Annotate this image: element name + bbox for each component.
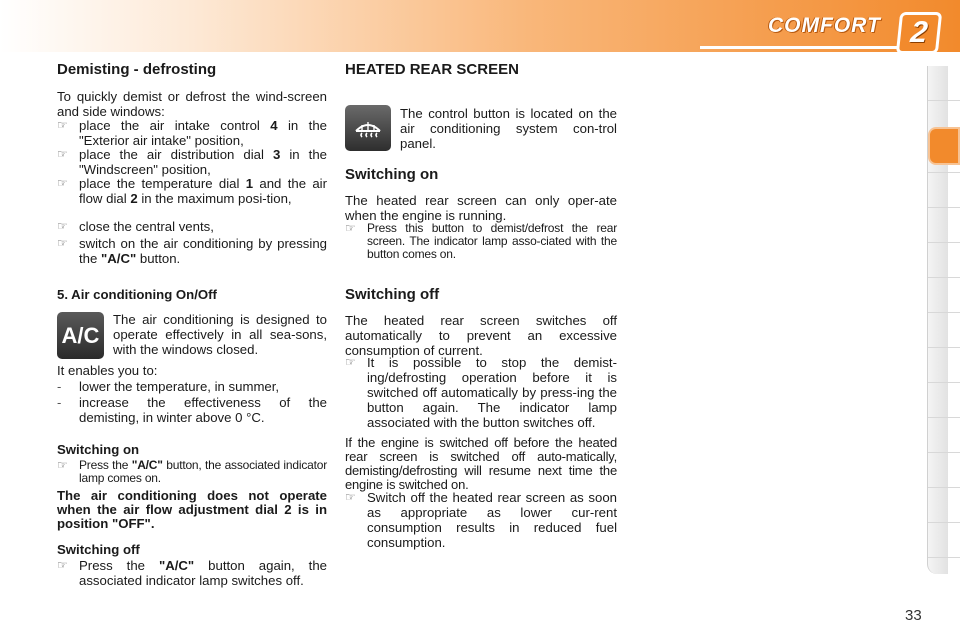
tab-divider [928,172,960,173]
rear-defrost-icon [345,105,391,151]
bullet-text: in the maximum posi-tion, [137,191,292,206]
bullet-temperature [57,176,327,206]
chapter-number-badge [896,12,942,54]
header-rule [700,46,910,49]
pointing-hand-icon: ☞ [57,118,68,132]
engine-off-text: If the engine is switched off before the heated rear screen is switched off auto-matically, demisting/defrosting will resume next time the engine is switched on. [345,435,617,492]
ac-switching-off-heading: Switching off [57,542,140,557]
bullet-text: in the "Windscreen" position, [79,147,327,177]
bullet-switch-ac [57,236,327,266]
dash-item [57,395,327,425]
tab-divider [928,312,960,313]
bullet-ref: "A/C" [131,458,163,472]
tab-divider [928,382,960,383]
tab-divider [928,522,960,523]
pointing-hand-icon: ☞ [57,458,68,472]
tab-divider [928,242,960,243]
bullet-text: place the temperature dial [79,176,246,191]
rear-switching-off-text: The heated rear screen switches off automatically to prevent an excessive consumption of current. [345,313,617,358]
tab-divider [928,417,960,418]
bullet-text: button, the associated indicator lamp comes on. [79,458,327,485]
dash-text: lower the temperature, in summer, [79,379,280,394]
ac-switching-on-bullet [57,459,327,485]
ac-description: The air conditioning is designed to operate effectively in all sea-sons, with the windows closed. [113,312,327,357]
pointing-hand-icon: ☞ [345,355,356,369]
pointing-hand-icon: ☞ [57,147,68,161]
dash-item [57,379,327,394]
final-bullet [345,490,617,550]
bullet-ref: 4 [270,118,278,133]
bullet-ref: 1 [245,176,254,191]
rear-switching-off-bullet [345,355,617,430]
ac-button-icon [57,312,104,359]
tab-divider [928,277,960,278]
bullet-ref: 2 [130,191,138,206]
ac-switching-off-bullet [57,558,327,588]
rear-switching-on-heading: Switching on [345,166,439,183]
bullet-text: switch on the air conditioning by pressing the [79,236,327,266]
tab-divider [928,452,960,453]
heated-rear-screen-heading: HEATED REAR SCREEN [345,61,519,78]
enables-text: It enables you to: [57,363,158,378]
pointing-hand-icon: ☞ [57,176,68,190]
bullet-text: place the air distribution dial [79,147,273,162]
bullet-text: Switch off the heated rear screen as soon as appropriate as lower cur-rent consumption results in reduced fuel consumption. [367,490,617,550]
dash-mark: - [57,379,62,394]
bullet-central-vents [57,219,327,234]
bullet-text: button again, the associated indicator lamp switches off. [79,558,327,588]
bullet-text: place the air intake control [79,118,271,133]
control-description: The control button is located on the air conditioning system con-trol panel. [400,106,617,151]
pointing-hand-icon: ☞ [345,221,356,235]
tab-divider [928,207,960,208]
bullet-text: It is possible to stop the demist-ing/defrosting operation before it is switched off automatically by press-ing the button again. The indicator lamp associated with the button switches off. [367,355,617,430]
bullet-text: and the air flow dial [79,176,327,206]
bullet-air-intake [57,118,327,148]
demisting-intro: To quickly demist or defrost the wind-screen and side windows: [57,89,327,119]
rear-switching-off-heading: Switching off [345,286,440,303]
pointing-hand-icon: ☞ [57,558,68,572]
ac-icon-label: A/C [61,322,100,348]
bullet-ref: 3 [272,147,281,162]
bullet-text: close the central vents, [79,219,214,234]
bullet-ref: "A/C" [158,558,195,573]
tab-divider [928,487,960,488]
page-number: 33 [905,607,922,624]
bullet-air-distribution [57,147,327,177]
ac-switching-on-heading: Switching on [57,442,140,457]
ac-heading: 5. Air conditioning On/Off [57,287,217,302]
dash-text: increase the effectiveness of the demisting, in winter above 0 °C. [79,395,327,425]
tab-divider [928,347,960,348]
dash-mark: - [57,395,62,410]
pointing-hand-icon: ☞ [345,490,356,504]
bullet-text: Press the [79,458,132,472]
tab-divider [928,100,960,101]
chapter-title: COMFORT [768,14,881,37]
chapter-number: 2 [908,16,930,49]
bullet-text: in the "Exterior air intake" position, [79,118,327,148]
bullet-text: Press the [79,558,159,573]
demisting-heading: Demisting - defrosting [57,61,217,78]
bullet-ref: "A/C" [101,251,137,266]
bullet-text: Press this button to demist/defrost the rear screen. The indicator lamp asso-ciated with the button comes on. [367,221,617,261]
ac-warning: The air conditioning does not operate when the air flow adjustment dial 2 is in position "OFF". [57,488,327,531]
tab-divider [928,557,960,558]
bullet-text: button. [136,251,181,266]
pointing-hand-icon: ☞ [57,219,68,233]
rear-switching-on-text: The heated rear screen can only oper-ate when the engine is running. [345,193,617,223]
active-chapter-tab[interactable] [928,127,960,165]
rear-switching-on-bullet [345,222,617,261]
pointing-hand-icon: ☞ [57,236,68,250]
